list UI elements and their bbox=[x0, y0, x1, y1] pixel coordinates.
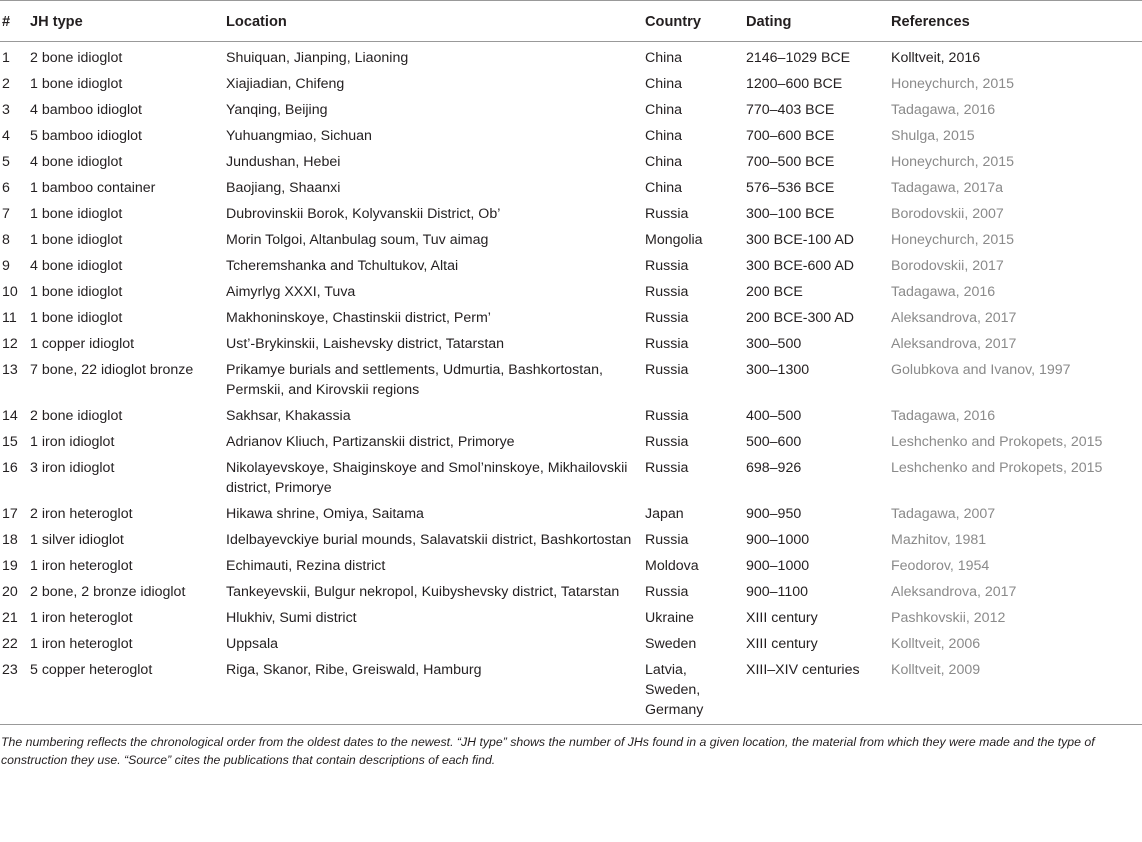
cell-location: Tankeyevskii, Bulgur nekropol, Kuibyshevsky district, Tatarstan bbox=[226, 584, 620, 600]
cell-jh-type: 1 bamboo container bbox=[30, 180, 156, 196]
reference-link[interactable]: Aleksandrova, 2017 bbox=[891, 310, 1017, 326]
cell-number: 4 bbox=[2, 128, 10, 144]
cell-dating: 400–500 bbox=[746, 408, 802, 424]
reference-link[interactable]: Golubkova and Ivanov, 1997 bbox=[891, 362, 1071, 378]
cell-jh-type: 1 bone idioglot bbox=[30, 206, 123, 222]
cell-country: China bbox=[645, 180, 683, 196]
reference-link[interactable]: Tadagawa, 2016 bbox=[891, 102, 996, 118]
cell-country: Russia bbox=[645, 362, 689, 378]
cell-number: 14 bbox=[2, 408, 18, 424]
cell-location: Xiajiadian, Chifeng bbox=[226, 76, 345, 92]
table-row bbox=[0, 175, 1142, 201]
table-row bbox=[0, 331, 1142, 357]
reference-link[interactable]: Leshchenko and Prokopets, 2015 bbox=[891, 460, 1103, 476]
cell-country: Russia bbox=[645, 258, 689, 274]
cell-location: Idelbayevckiye burial mounds, Salavatskii district, Bashkortostan bbox=[226, 532, 632, 548]
column-header-country: Country bbox=[645, 1, 746, 42]
reference-link[interactable]: Honeychurch, 2015 bbox=[891, 154, 1015, 170]
cell-number: 11 bbox=[2, 310, 17, 326]
cell-number: 3 bbox=[2, 102, 10, 118]
cell-jh-type: 3 iron idioglot bbox=[30, 460, 115, 476]
cell-jh-type: 1 iron heteroglot bbox=[30, 636, 133, 652]
cell-dating: 300–1300 bbox=[746, 362, 810, 378]
column-header-references: References bbox=[891, 1, 1142, 42]
reference-link[interactable]: Borodovskii, 2007 bbox=[891, 206, 1004, 222]
cell-dating: 576–536 BCE bbox=[746, 180, 835, 196]
table-body bbox=[0, 42, 1142, 725]
reference-link[interactable]: Pashkovskii, 2012 bbox=[891, 610, 1006, 626]
cell-dating: 1200–600 BCE bbox=[746, 76, 843, 92]
cell-jh-type: 4 bone idioglot bbox=[30, 258, 123, 274]
reference-link[interactable]: Kolltveit, 2009 bbox=[891, 657, 1142, 725]
cell-number: 22 bbox=[2, 636, 18, 652]
cell-number: 13 bbox=[2, 362, 18, 378]
cell-country: China bbox=[645, 76, 683, 92]
column-header-number: # bbox=[0, 1, 30, 42]
cell-location: Prikamye burials and settlements, Udmurtia, Bashkortostan, Permskii, and Kirovskii regions bbox=[226, 362, 603, 398]
reference-link[interactable]: Aleksandrova, 2017 bbox=[891, 584, 1017, 600]
cell-number: 5 bbox=[2, 154, 10, 170]
cell-jh-type: 1 iron heteroglot bbox=[30, 610, 133, 626]
reference-link[interactable]: Leshchenko and Prokopets, 2015 bbox=[891, 434, 1103, 450]
cell-country: China bbox=[645, 102, 683, 118]
table-row bbox=[0, 201, 1142, 227]
reference-link[interactable]: Shulga, 2015 bbox=[891, 128, 975, 144]
table-row bbox=[0, 605, 1142, 631]
cell-jh-type: 1 iron idioglot bbox=[30, 434, 115, 450]
cell-number: 15 bbox=[2, 434, 18, 450]
cell-location: Tcheremshanka and Tchultukov, Altai bbox=[226, 258, 459, 274]
reference-link[interactable]: Borodovskii, 2017 bbox=[891, 258, 1004, 274]
cell-jh-type: 1 silver idioglot bbox=[30, 532, 124, 548]
cell-jh-type: 2 bone, 2 bronze idioglot bbox=[30, 584, 186, 600]
cell-jh-type: 1 bone idioglot bbox=[30, 232, 123, 248]
table-header bbox=[0, 1, 1142, 42]
cell-country: Russia bbox=[645, 434, 689, 450]
reference-link[interactable]: Feodorov, 1954 bbox=[891, 558, 990, 574]
cell-dating: 300 BCE-600 AD bbox=[746, 258, 855, 274]
cell-country: Russia bbox=[645, 310, 689, 326]
cell-country: Sweden bbox=[645, 636, 697, 652]
cell-location: Echimauti, Rezina district bbox=[226, 558, 386, 574]
cell-location: Riga, Skanor, Ribe, Greiswald, Hamburg bbox=[226, 657, 645, 725]
cell-country: Russia bbox=[645, 460, 689, 476]
table-row bbox=[0, 42, 1142, 72]
cell-reference: Kolltveit, 2016 bbox=[891, 50, 981, 66]
table-row bbox=[0, 305, 1142, 331]
table-row bbox=[0, 227, 1142, 253]
cell-number: 7 bbox=[2, 206, 10, 222]
header-row bbox=[0, 1, 1142, 42]
reference-link[interactable]: Tadagawa, 2016 bbox=[891, 408, 996, 424]
cell-jh-type: 4 bone idioglot bbox=[30, 154, 123, 170]
cell-number: 1 bbox=[2, 50, 10, 66]
cell-location: Aimyrlyg XXXI, Tuva bbox=[226, 284, 356, 300]
cell-country: Mongolia bbox=[645, 232, 703, 248]
cell-dating: 900–950 bbox=[746, 506, 802, 522]
cell-country: Russia bbox=[645, 584, 689, 600]
cell-number: 17 bbox=[2, 506, 18, 522]
cell-dating: 900–1100 bbox=[746, 584, 809, 600]
reference-link[interactable]: Tadagawa, 2007 bbox=[891, 506, 996, 522]
cell-country: China bbox=[645, 50, 683, 66]
table-row bbox=[0, 657, 1142, 725]
column-header-dating: Dating bbox=[746, 1, 891, 42]
table-row bbox=[0, 71, 1142, 97]
cell-dating: XIII–XIV centuries bbox=[746, 657, 891, 725]
cell-location: Dubrovinskii Borok, Kolyvanskii District, Ob’ bbox=[226, 206, 501, 222]
cell-number: 9 bbox=[2, 258, 10, 274]
cell-dating: 500–600 bbox=[746, 434, 802, 450]
cell-jh-type: 4 bamboo idioglot bbox=[30, 102, 143, 118]
reference-link[interactable]: Honeychurch, 2015 bbox=[891, 76, 1015, 92]
cell-location: Yanqing, Beijing bbox=[226, 102, 328, 118]
cell-location: Sakhsar, Khakassia bbox=[226, 408, 351, 424]
cell-dating: 700–500 BCE bbox=[746, 154, 835, 170]
cell-country: Russia bbox=[645, 532, 689, 548]
cell-country: China bbox=[645, 128, 683, 144]
table-row bbox=[0, 553, 1142, 579]
cell-jh-type: 1 bone idioglot bbox=[30, 284, 123, 300]
cell-dating: XIII century bbox=[746, 610, 818, 626]
cell-location: Yuhuangmiao, Sichuan bbox=[226, 128, 372, 144]
cell-dating: 300 BCE-100 AD bbox=[746, 232, 855, 248]
reference-link[interactable]: Aleksandrova, 2017 bbox=[891, 336, 1017, 352]
cell-country: Russia bbox=[645, 284, 689, 300]
cell-jh-type: 1 bone idioglot bbox=[30, 76, 123, 92]
cell-location: Hlukhiv, Sumi district bbox=[226, 610, 357, 626]
cell-country: Japan bbox=[645, 506, 684, 522]
cell-dating: 300–500 bbox=[746, 336, 802, 352]
cell-country: China bbox=[645, 154, 683, 170]
reference-link[interactable]: Mazhitov, 1981 bbox=[891, 532, 987, 548]
cell-country: Latvia, Sweden, Germany bbox=[645, 657, 746, 725]
column-header-jh-type: JH type bbox=[30, 1, 226, 42]
cell-dating: 2146–1029 BCE bbox=[746, 50, 851, 66]
cell-number: 16 bbox=[2, 460, 18, 476]
table-row bbox=[0, 579, 1142, 605]
cell-number: 10 bbox=[2, 284, 18, 300]
cell-number: 8 bbox=[2, 232, 10, 248]
cell-location: Baojiang, Shaanxi bbox=[226, 180, 341, 196]
cell-country: Russia bbox=[645, 336, 689, 352]
cell-number: 21 bbox=[2, 610, 18, 626]
cell-jh-type: 2 iron heteroglot bbox=[30, 506, 133, 522]
cell-location: Hikawa shrine, Omiya, Saitama bbox=[226, 506, 424, 522]
cell-country: Russia bbox=[645, 206, 689, 222]
cell-location: Makhoninskoye, Chastinskii district, Perm’ bbox=[226, 310, 491, 326]
reference-link[interactable]: Honeychurch, 2015 bbox=[891, 232, 1015, 248]
table-row bbox=[0, 455, 1142, 501]
cell-number: 2 bbox=[2, 76, 10, 92]
cell-jh-type: 1 iron heteroglot bbox=[30, 558, 133, 574]
cell-location: Adrianov Kliuch, Partizanskii district, Primorye bbox=[226, 434, 515, 450]
cell-number: 12 bbox=[2, 336, 18, 352]
cell-jh-type: 1 bone idioglot bbox=[30, 310, 123, 326]
cell-location: Uppsala bbox=[226, 636, 279, 652]
reference-link[interactable]: Tadagawa, 2017a bbox=[891, 180, 1004, 196]
cell-dating: 200 BCE bbox=[746, 284, 803, 300]
cell-dating: 900–1000 bbox=[746, 532, 810, 548]
table-row bbox=[0, 631, 1142, 657]
cell-number: 20 bbox=[2, 584, 18, 600]
cell-dating: 698–926 bbox=[746, 460, 802, 476]
table-row bbox=[0, 403, 1142, 429]
cell-jh-type: 1 copper idioglot bbox=[30, 336, 135, 352]
table-row bbox=[0, 429, 1142, 455]
table-row bbox=[0, 279, 1142, 305]
cell-number: 23 bbox=[0, 657, 30, 725]
cell-jh-type: 5 copper heteroglot bbox=[30, 657, 226, 725]
cell-location: Nikolayevskoye, Shaiginskoye and Smol’ninskoye, Mikhailovskii district, Primorye bbox=[226, 460, 628, 496]
reference-link[interactable]: Kolltveit, 2006 bbox=[891, 636, 981, 652]
table-footnote: The numbering reflects the chronological order from the oldest dates to the newest. “JH type” shows the number of JHs found in a given location, the material from which they were made and the type of construction they use. “Source” cites the publications that contain descriptions of each find. bbox=[1, 735, 1095, 767]
cell-jh-type: 7 bone, 22 idioglot bronze bbox=[30, 362, 194, 378]
cell-jh-type: 5 bamboo idioglot bbox=[30, 128, 143, 144]
cell-dating: 200 BCE-300 AD bbox=[746, 310, 855, 326]
cell-number: 19 bbox=[2, 558, 18, 574]
column-header-location: Location bbox=[226, 1, 645, 42]
cell-dating: 700–600 BCE bbox=[746, 128, 835, 144]
cell-location: Ust’-Brykinskii, Laishevsky district, Tatarstan bbox=[226, 336, 505, 352]
cell-location: Morin Tolgoi, Altanbulag soum, Tuv aimag bbox=[226, 232, 489, 248]
reference-link[interactable]: Tadagawa, 2016 bbox=[891, 284, 996, 300]
cell-location: Shuiquan, Jianping, Liaoning bbox=[226, 50, 409, 66]
cell-number: 18 bbox=[2, 532, 18, 548]
cell-jh-type: 2 bone idioglot bbox=[30, 50, 123, 66]
table-row bbox=[0, 527, 1142, 553]
table-row bbox=[0, 149, 1142, 175]
table-row bbox=[0, 501, 1142, 527]
table-row bbox=[0, 97, 1142, 123]
cell-dating: XIII century bbox=[746, 636, 818, 652]
table-row bbox=[0, 253, 1142, 279]
cell-location: Jundushan, Hebei bbox=[226, 154, 341, 170]
cell-country: Russia bbox=[645, 408, 689, 424]
cell-country: Moldova bbox=[645, 558, 699, 574]
cell-dating: 770–403 BCE bbox=[746, 102, 835, 118]
cell-country: Ukraine bbox=[645, 610, 694, 626]
cell-number: 6 bbox=[2, 180, 10, 196]
cell-jh-type: 2 bone idioglot bbox=[30, 408, 123, 424]
table-row bbox=[0, 123, 1142, 149]
table-row bbox=[0, 357, 1142, 403]
cell-dating: 300–100 BCE bbox=[746, 206, 835, 222]
cell-dating: 900–1000 bbox=[746, 558, 810, 574]
